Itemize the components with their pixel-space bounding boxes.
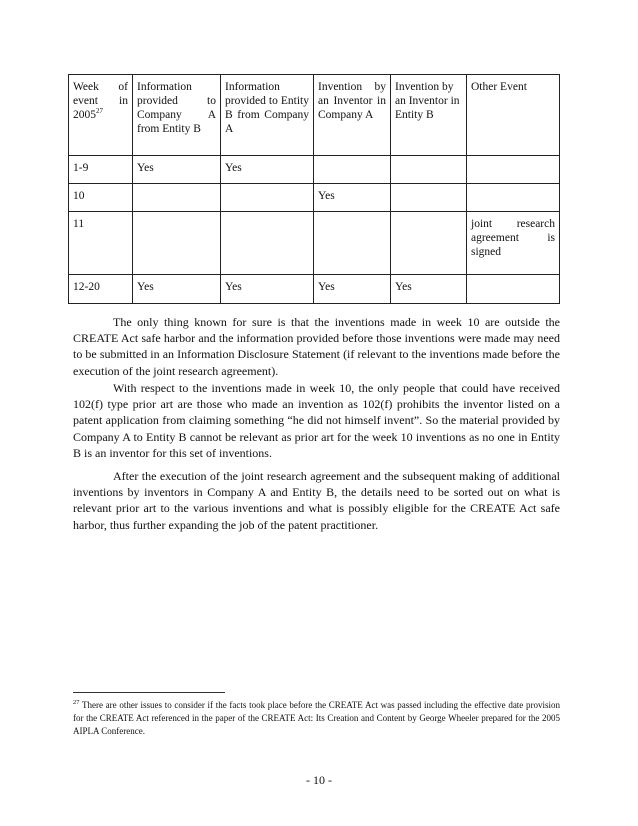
- cell-invention-company-a: [314, 156, 391, 184]
- cell-info-to-entity-b: [221, 212, 314, 275]
- cell-info-to-entity-b: Yes: [221, 275, 314, 304]
- cell-invention-company-a: Yes: [314, 184, 391, 212]
- footnote-text: There are other issues to consider if the facts took place before the CREATE Act was passed including the effective date provision for the CREATE Act referenced in the paper of the CREATE Act: Its Creation and Content by George Wheeler prepared for the 2005 AIPLA Conference.: [73, 700, 560, 736]
- table-header-row: [69, 75, 560, 156]
- cell-info-to-company-a: Yes: [133, 275, 221, 304]
- header-other-event: Other Event: [467, 75, 560, 156]
- header-invention-company-a: Invention by an Inventor in Company A: [314, 75, 391, 156]
- cell-week: 12-20: [69, 275, 133, 304]
- header-info-to-entity-b: Information provided to Entity B from Company A: [221, 75, 314, 156]
- cell-invention-entity-b: [391, 156, 467, 184]
- cell-invention-entity-b: [391, 184, 467, 212]
- header-invention-entity-b: Invention by an Inventor in Entity B: [391, 75, 467, 156]
- table-row: [69, 275, 560, 304]
- events-table: [68, 74, 560, 304]
- header-info-to-company-a: Information provided to Company A from Entity B: [133, 75, 221, 156]
- cell-week: 1-9: [69, 156, 133, 184]
- cell-info-to-company-a: [133, 212, 221, 275]
- cell-invention-company-a: [314, 212, 391, 275]
- cell-info-to-entity-b: Yes: [221, 156, 314, 184]
- footnote-number: 27: [73, 699, 80, 706]
- cell-week: 11: [69, 212, 133, 275]
- cell-invention-company-a: Yes: [314, 275, 391, 304]
- header-week: Week of event in 2005$^{27}$: [69, 75, 133, 156]
- page-number: - 10 -: [306, 773, 332, 787]
- paragraph-102f-prior-art: With respect to the inventions made in week 10, the only people that could have received 102(f) type prior art are those who made an invention as 102(f) prohibits the inventor listed on a patent application from claiming something “he did not himself invent”. So the material provided by Company A to Entity B cannot be relevant as prior art for the week 10 inventions as no one in Entity B is an inventor for this set of inventions.: [73, 381, 560, 460]
- cell-other-event: [467, 156, 560, 184]
- table-row: [69, 156, 560, 184]
- paragraph-week-10-outside-safe-harbor: The only thing known for sure is that the inventions made in week 10 are outside the CREATE Act safe harbor and the information provided before those inventions were made may need to be submitted in an Information Disclosure Statement (if relevant to the inventions made before the execution of the joint research agreement).: [73, 315, 560, 378]
- footnote-divider: [73, 692, 225, 693]
- cell-other-event: [467, 275, 560, 304]
- cell-invention-entity-b: Yes: [391, 275, 467, 304]
- cell-other-event: [467, 184, 560, 212]
- cell-info-to-entity-b: [221, 184, 314, 212]
- table-row: [69, 184, 560, 212]
- cell-other-event: joint research agreement is signed: [467, 212, 560, 275]
- cell-invention-entity-b: [391, 212, 467, 275]
- footnote: [73, 699, 560, 738]
- cell-week: 10: [69, 184, 133, 212]
- paragraph-after-agreement: After the execution of the joint research agreement and the subsequent making of additional inventions by inventors in Company A and Entity B, the details need to be sorted out on what is relevant prior art to the various inventions and what is possibly eligible for the CREATE Act safe harbor, thus further expanding the job of the patent practitioner.: [73, 469, 560, 532]
- table-row: [69, 212, 560, 275]
- cell-info-to-company-a: [133, 184, 221, 212]
- footnote-ref: 27: [96, 107, 103, 116]
- cell-info-to-company-a: Yes: [133, 156, 221, 184]
